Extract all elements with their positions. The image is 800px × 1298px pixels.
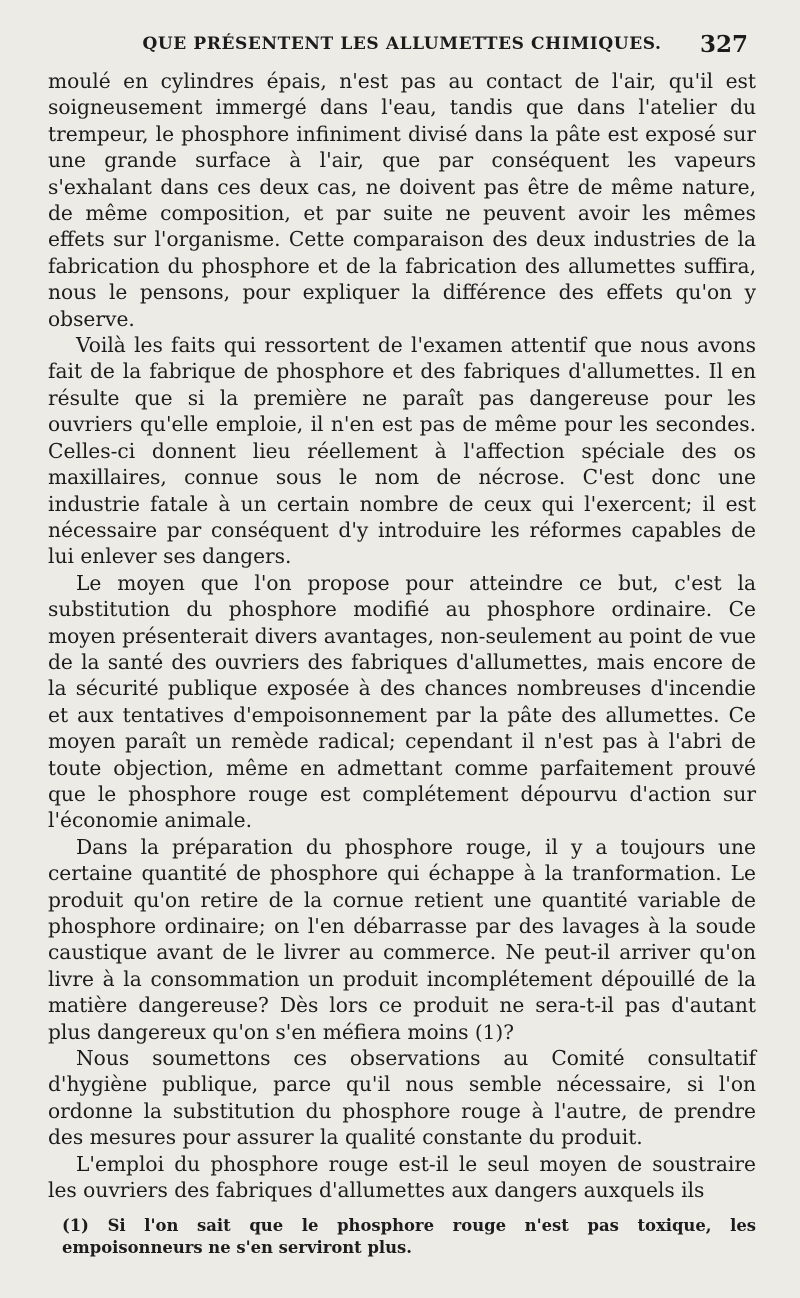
page-header xyxy=(48,31,756,68)
paragraph: Nous soumettons ces observations au Comité consultatif d'hygiène publique, parce qu'il nous semble nécessaire, si l'on ordonne la substitution du phosphore rouge à l'autre, de prendre des mesures pour assurer la qualité constante du produit. xyxy=(48,1046,756,1150)
paragraph-continuation: moulé en cylindres épais, n'est pas au contact de l'air, qu'il est soigneusement immergé dans l'eau, tandis que dans l'atelier du trempeur, le phosphore infiniment divisé dans la pâte est exposé sur une grande surface à l'air, que par conséquent les vapeurs s'exhalant dans ces deux cas, ne doivent pas être de même nature, de même composition, et par suite ne peuvent avoir les mêmes effets sur l'organisme. Cette comparaison des deux industries de la fabrication du phosphore et de la fabrication des allumettes suffira, nous le pensons, pour expliquer la différence des effets qu'on y observe. xyxy=(48,69,756,331)
body-text xyxy=(48,68,756,1203)
paragraph-text: Dans la préparation du phosphore rouge, il y a toujours une certaine quantité de phosphore qui échappe à la tranformation. Le produit qu'on retire de la cornue retient une quantité variable de phosphore ordinaire; on l'en débarrasse par des lavages à la soude caustique avant de le livrer au commerce. Ne peut-il arriver qu'on livre à la consommation un produit incomplétement dépouillé de la matière dangereuse? Dès lors ce produit ne sera-t-il pas d'autant plus dangereux qu'on s'en méfiera moins xyxy=(48,834,756,1044)
footnote: (1) Si l'on sait que le phosphore rouge n'est pas toxique, les empoisonneurs ne s'en serviront plus. xyxy=(62,1216,756,1258)
page-number: 327 xyxy=(699,31,748,58)
running-title: QUE PRÉSENTENT LES ALLUMETTES CHIMIQUES. xyxy=(142,34,662,54)
paragraph: Le moyen que l'on propose pour atteindre ce but, c'est la substitution du phosphore modifié au phosphore ordinaire. Ce moyen présenterait divers avantages, non-seulement au point de vue de la santé des ouvriers des fabriques d'allumettes, mais encore de la sécurité publique exposée à des chances nombreuses d'incendie et aux tentatives d'empoisonnement par la pâte des allumettes. Ce moyen paraît un remède radical; cependant il n'est pas à l'abri de toute objection, même en admettant comme parfaitement prouvé que le phosphore rouge est complétement dépourvu d'action sur l'économie animale. xyxy=(48,570,756,833)
paragraph xyxy=(48,834,756,1045)
footnote-reference: (1)? xyxy=(474,1019,514,1044)
paragraph: L'emploi du phosphore rouge est-il le seul moyen de soustraire les ouvriers des fabriques d'allumettes aux dangers auxquels ils xyxy=(48,1151,756,1203)
paragraph: Voilà les faits qui ressortent de l'examen attentif que nous avons fait de la fabrique de phosphore et des fabriques d'allumettes. Il en résulte que si la première ne paraît pas dangereuse pour les ouvriers qu'elle emploie, il n'en est pas de même pour les secondes. Celles-ci donnent lieu réellement à l'affection spéciale des os maxillaires, connue sous le nom de nécrose. C'est donc une industrie fatale à un certain nombre de ceux qui l'exercent; il est nécessaire par conséquent d'y introduire les réformes capables de lui enlever ses dangers. xyxy=(48,333,756,569)
